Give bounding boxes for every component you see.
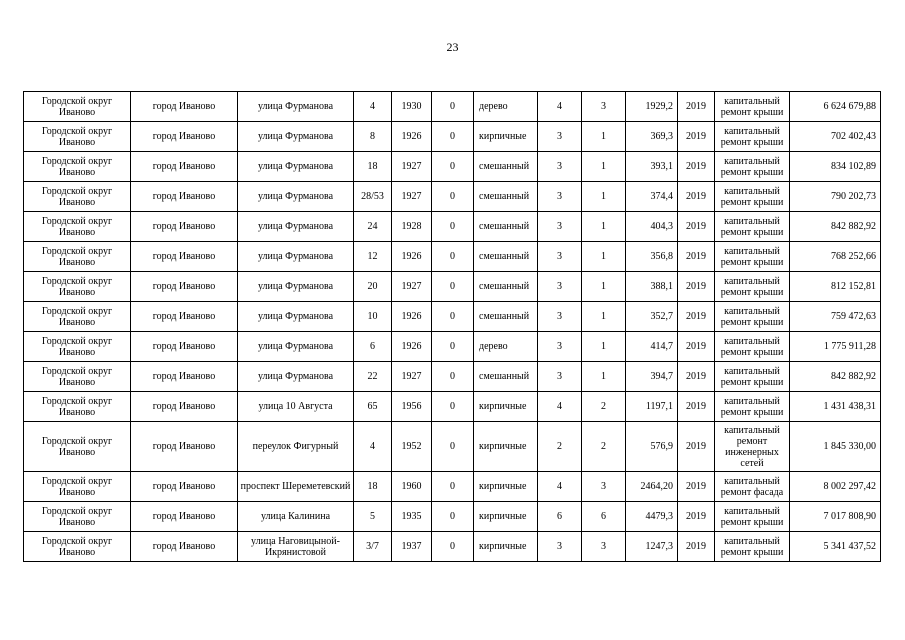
cell-work-type: капитальный ремонт крыши (715, 532, 790, 562)
cell-plan-year: 2019 (678, 502, 715, 532)
table-row (24, 392, 881, 422)
cell-district: Городской округ Иваново (24, 122, 131, 152)
cell-area: 369,3 (626, 122, 678, 152)
cell-street: улица Фурманова (238, 302, 354, 332)
cell-work-type: капитальный ремонт крыши (715, 152, 790, 182)
cell-house-number: 18 (354, 152, 392, 182)
cell-house-number: 4 (354, 92, 392, 122)
cell-floors: 3 (538, 362, 582, 392)
cell-house-number: 4 (354, 422, 392, 472)
cell-zero-value: 0 (432, 362, 474, 392)
cell-entrances: 1 (582, 332, 626, 362)
cell-plan-year: 2019 (678, 472, 715, 502)
cell-floors: 4 (538, 392, 582, 422)
cell-zero-value: 0 (432, 472, 474, 502)
cell-work-type: капитальный ремонт крыши (715, 272, 790, 302)
cell-city: город Иваново (131, 422, 238, 472)
cell-work-type: капитальный ремонт фасада (715, 472, 790, 502)
cell-work-type: капитальный ремонт крыши (715, 502, 790, 532)
cell-wall-material: смешанный (474, 242, 538, 272)
cell-house-number: 6 (354, 332, 392, 362)
table-row (24, 302, 881, 332)
cell-city: город Иваново (131, 122, 238, 152)
cell-district: Городской округ Иваново (24, 362, 131, 392)
cell-work-type: капитальный ремонт инженерных сетей (715, 422, 790, 472)
cell-house-number: 28/53 (354, 182, 392, 212)
table-row (24, 362, 881, 392)
cell-zero-value: 0 (432, 182, 474, 212)
cell-wall-material: кирпичные (474, 502, 538, 532)
cell-work-type: капитальный ремонт крыши (715, 362, 790, 392)
cell-area: 4479,3 (626, 502, 678, 532)
cell-entrances: 1 (582, 152, 626, 182)
cell-house-number: 8 (354, 122, 392, 152)
table-row (24, 272, 881, 302)
cell-district: Городской округ Иваново (24, 152, 131, 182)
cell-house-number: 3/7 (354, 532, 392, 562)
cell-plan-year: 2019 (678, 362, 715, 392)
cell-entrances: 1 (582, 242, 626, 272)
cell-plan-year: 2019 (678, 422, 715, 472)
cell-build-year: 1952 (392, 422, 432, 472)
cell-city: город Иваново (131, 472, 238, 502)
cell-floors: 4 (538, 472, 582, 502)
cell-city: город Иваново (131, 152, 238, 182)
cell-floors: 3 (538, 532, 582, 562)
cell-build-year: 1937 (392, 532, 432, 562)
cell-cost: 8 002 297,42 (790, 472, 881, 502)
cell-cost: 842 882,92 (790, 362, 881, 392)
cell-work-type: капитальный ремонт крыши (715, 92, 790, 122)
cell-entrances: 1 (582, 122, 626, 152)
cell-district: Городской округ Иваново (24, 302, 131, 332)
cell-street: улица Фурманова (238, 122, 354, 152)
cell-city: город Иваново (131, 272, 238, 302)
cell-area: 1247,3 (626, 532, 678, 562)
cell-wall-material: кирпичные (474, 122, 538, 152)
cell-entrances: 1 (582, 272, 626, 302)
cell-district: Городской округ Иваново (24, 332, 131, 362)
cell-city: город Иваново (131, 182, 238, 212)
cell-cost: 702 402,43 (790, 122, 881, 152)
cell-area: 1929,2 (626, 92, 678, 122)
cell-cost: 790 202,73 (790, 182, 881, 212)
cell-zero-value: 0 (432, 392, 474, 422)
cell-floors: 3 (538, 272, 582, 302)
cell-area: 404,3 (626, 212, 678, 242)
cell-city: город Иваново (131, 242, 238, 272)
cell-street: улица Фурманова (238, 362, 354, 392)
cell-entrances: 1 (582, 182, 626, 212)
cell-district: Городской округ Иваново (24, 182, 131, 212)
cell-entrances: 3 (582, 92, 626, 122)
table-row (24, 122, 881, 152)
table-body (24, 92, 881, 562)
cell-district: Городской округ Иваново (24, 242, 131, 272)
cell-work-type: капитальный ремонт крыши (715, 122, 790, 152)
housing-repair-table (23, 91, 881, 562)
cell-city: город Иваново (131, 502, 238, 532)
cell-area: 352,7 (626, 302, 678, 332)
cell-zero-value: 0 (432, 152, 474, 182)
cell-wall-material: дерево (474, 332, 538, 362)
cell-build-year: 1927 (392, 272, 432, 302)
cell-build-year: 1930 (392, 92, 432, 122)
cell-build-year: 1927 (392, 362, 432, 392)
cell-wall-material: кирпичные (474, 422, 538, 472)
cell-wall-material: дерево (474, 92, 538, 122)
cell-floors: 3 (538, 122, 582, 152)
cell-wall-material: кирпичные (474, 392, 538, 422)
cell-wall-material: кирпичные (474, 532, 538, 562)
cell-house-number: 24 (354, 212, 392, 242)
cell-entrances: 1 (582, 212, 626, 242)
cell-work-type: капитальный ремонт крыши (715, 242, 790, 272)
cell-city: город Иваново (131, 302, 238, 332)
cell-zero-value: 0 (432, 422, 474, 472)
cell-plan-year: 2019 (678, 122, 715, 152)
table-row (24, 502, 881, 532)
cell-area: 374,4 (626, 182, 678, 212)
cell-floors: 3 (538, 242, 582, 272)
cell-district: Городской округ Иваново (24, 272, 131, 302)
cell-entrances: 6 (582, 502, 626, 532)
cell-plan-year: 2019 (678, 92, 715, 122)
cell-street: улица Фурманова (238, 152, 354, 182)
cell-floors: 3 (538, 302, 582, 332)
cell-district: Городской округ Иваново (24, 502, 131, 532)
table-row (24, 152, 881, 182)
cell-floors: 4 (538, 92, 582, 122)
cell-zero-value: 0 (432, 212, 474, 242)
cell-zero-value: 0 (432, 92, 474, 122)
cell-build-year: 1926 (392, 122, 432, 152)
cell-wall-material: смешанный (474, 182, 538, 212)
cell-street: улица Калинина (238, 502, 354, 532)
cell-city: город Иваново (131, 212, 238, 242)
cell-house-number: 5 (354, 502, 392, 532)
table-row (24, 332, 881, 362)
table-row (24, 422, 881, 472)
page-number: 23 (446, 40, 459, 54)
cell-house-number: 65 (354, 392, 392, 422)
cell-floors: 3 (538, 182, 582, 212)
cell-zero-value: 0 (432, 122, 474, 152)
cell-district: Городской округ Иваново (24, 472, 131, 502)
cell-street: улица Наговицыной-Икрянистовой (238, 532, 354, 562)
cell-city: город Иваново (131, 392, 238, 422)
cell-entrances: 1 (582, 302, 626, 332)
table-row (24, 212, 881, 242)
cell-cost: 6 624 679,88 (790, 92, 881, 122)
cell-work-type: капитальный ремонт крыши (715, 302, 790, 332)
cell-street: улица Фурманова (238, 92, 354, 122)
cell-wall-material: смешанный (474, 302, 538, 332)
cell-entrances: 3 (582, 532, 626, 562)
cell-build-year: 1926 (392, 242, 432, 272)
cell-cost: 768 252,66 (790, 242, 881, 272)
cell-floors: 2 (538, 422, 582, 472)
cell-area: 388,1 (626, 272, 678, 302)
cell-zero-value: 0 (432, 272, 474, 302)
cell-zero-value: 0 (432, 332, 474, 362)
cell-entrances: 2 (582, 392, 626, 422)
cell-area: 414,7 (626, 332, 678, 362)
table-row (24, 92, 881, 122)
cell-plan-year: 2019 (678, 182, 715, 212)
table-row (24, 242, 881, 272)
cell-area: 356,8 (626, 242, 678, 272)
cell-build-year: 1926 (392, 302, 432, 332)
cell-plan-year: 2019 (678, 152, 715, 182)
cell-wall-material: смешанный (474, 272, 538, 302)
cell-area: 2464,20 (626, 472, 678, 502)
cell-build-year: 1927 (392, 182, 432, 212)
cell-wall-material: смешанный (474, 212, 538, 242)
cell-city: город Иваново (131, 532, 238, 562)
cell-floors: 3 (538, 152, 582, 182)
cell-entrances: 3 (582, 472, 626, 502)
cell-house-number: 18 (354, 472, 392, 502)
cell-city: город Иваново (131, 92, 238, 122)
cell-house-number: 20 (354, 272, 392, 302)
cell-city: город Иваново (131, 332, 238, 362)
cell-district: Городской округ Иваново (24, 392, 131, 422)
cell-city: город Иваново (131, 362, 238, 392)
cell-cost: 1 845 330,00 (790, 422, 881, 472)
cell-build-year: 1960 (392, 472, 432, 502)
cell-cost: 1 431 438,31 (790, 392, 881, 422)
cell-cost: 842 882,92 (790, 212, 881, 242)
cell-street: переулок Фигурный (238, 422, 354, 472)
cell-wall-material: кирпичные (474, 472, 538, 502)
cell-house-number: 12 (354, 242, 392, 272)
cell-street: улица Фурманова (238, 242, 354, 272)
cell-street: улица 10 Августа (238, 392, 354, 422)
cell-cost: 7 017 808,90 (790, 502, 881, 532)
cell-district: Городской округ Иваново (24, 532, 131, 562)
cell-plan-year: 2019 (678, 242, 715, 272)
cell-work-type: капитальный ремонт крыши (715, 332, 790, 362)
cell-area: 1197,1 (626, 392, 678, 422)
cell-build-year: 1926 (392, 332, 432, 362)
cell-entrances: 2 (582, 422, 626, 472)
cell-district: Городской округ Иваново (24, 422, 131, 472)
cell-entrances: 1 (582, 362, 626, 392)
cell-zero-value: 0 (432, 242, 474, 272)
cell-plan-year: 2019 (678, 302, 715, 332)
cell-district: Городской округ Иваново (24, 212, 131, 242)
cell-cost: 812 152,81 (790, 272, 881, 302)
cell-floors: 3 (538, 332, 582, 362)
cell-street: улица Фурманова (238, 182, 354, 212)
cell-work-type: капитальный ремонт крыши (715, 182, 790, 212)
cell-cost: 834 102,89 (790, 152, 881, 182)
cell-cost: 759 472,63 (790, 302, 881, 332)
cell-street: проспект Шереметевский (238, 472, 354, 502)
cell-zero-value: 0 (432, 532, 474, 562)
cell-cost: 1 775 911,28 (790, 332, 881, 362)
cell-plan-year: 2019 (678, 212, 715, 242)
cell-wall-material: смешанный (474, 362, 538, 392)
cell-house-number: 10 (354, 302, 392, 332)
cell-street: улица Фурманова (238, 212, 354, 242)
cell-street: улица Фурманова (238, 272, 354, 302)
cell-work-type: капитальный ремонт крыши (715, 212, 790, 242)
cell-cost: 5 341 437,52 (790, 532, 881, 562)
cell-district: Городской округ Иваново (24, 92, 131, 122)
table-row (24, 472, 881, 502)
cell-wall-material: смешанный (474, 152, 538, 182)
cell-build-year: 1927 (392, 152, 432, 182)
cell-zero-value: 0 (432, 302, 474, 332)
cell-plan-year: 2019 (678, 272, 715, 302)
cell-floors: 3 (538, 212, 582, 242)
cell-area: 576,9 (626, 422, 678, 472)
cell-area: 393,1 (626, 152, 678, 182)
table-row (24, 532, 881, 562)
cell-build-year: 1935 (392, 502, 432, 532)
cell-floors: 6 (538, 502, 582, 532)
cell-plan-year: 2019 (678, 392, 715, 422)
cell-plan-year: 2019 (678, 332, 715, 362)
cell-plan-year: 2019 (678, 532, 715, 562)
cell-area: 394,7 (626, 362, 678, 392)
cell-house-number: 22 (354, 362, 392, 392)
cell-work-type: капитальный ремонт крыши (715, 392, 790, 422)
table-row (24, 182, 881, 212)
cell-build-year: 1956 (392, 392, 432, 422)
cell-zero-value: 0 (432, 502, 474, 532)
cell-build-year: 1928 (392, 212, 432, 242)
cell-street: улица Фурманова (238, 332, 354, 362)
